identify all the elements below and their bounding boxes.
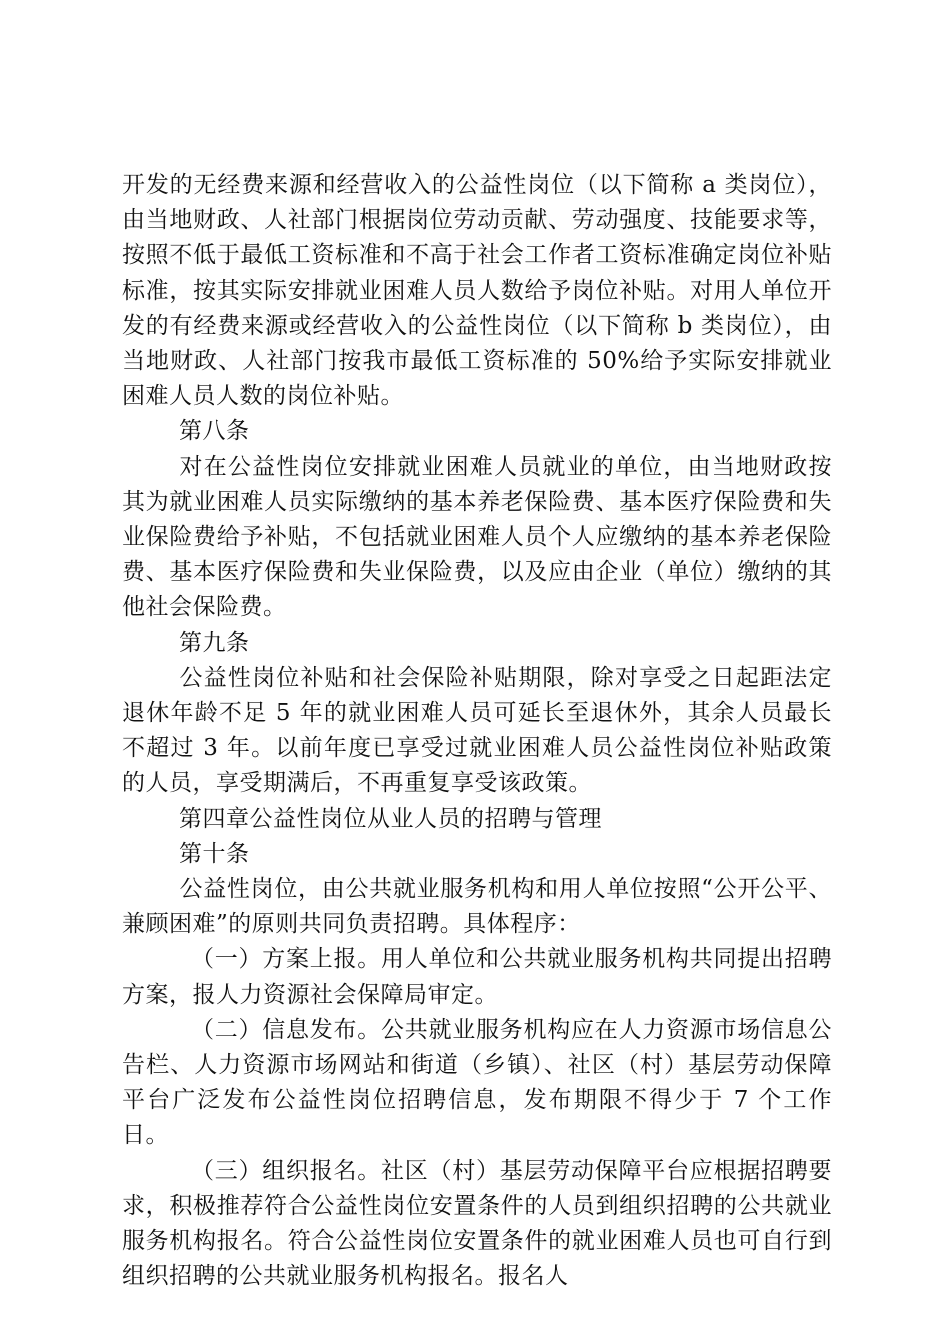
paragraph-subsidy-standards: 开发的无经费来源和经营收入的公益性岗位（以下简称 a 类岗位），由当地财政、人社部门根据岗位劳动贡献、劳动强度、技能要求等，按照不低于最低工资标准和不高于社会工作者工资标准确定岗位补贴标准，按其实际安排就业困难人员人数给予岗位补贴。对用人单位开发的有经费来源或经营收入的公益性岗位（以下简称 b 类岗位），由当地财政、人社部门按我市最低工资标准的 50%给予实际安排就业困难人员人数的岗位补贴。	[122, 172, 832, 410]
article-8-heading: 第八条	[179, 418, 250, 445]
article-9-heading: 第九条	[179, 629, 250, 656]
document-body	[122, 168, 832, 1295]
article-10-heading: 第十条	[179, 840, 250, 867]
paragraph-article-10: 公益性岗位，由公共就业服务机构和用人单位按照“公开公平、兼顾困难”的原则共同负责招聘。具体程序：	[122, 876, 832, 938]
paragraph-article-8: 对在公益性岗位安排就业困难人员就业的单位，由当地财政按其为就业困难人员实际缴纳的基本养老保险费、基本医疗保险费和失业保险费给予补贴，不包括就业困难人员个人应缴纳的基本养老保险费、基本医疗保险费和失业保险费，以及应由企业（单位）缴纳的其他社会保险费。	[122, 453, 832, 621]
paragraph-article-9: 公益性岗位补贴和社会保险补贴期限，除对享受之日起距法定退休年龄不足 5 年的就业困难人员可延长至退休外，其余人员最长不超过 3 年。以前年度已享受过就业困难人员公益性岗位补贴政策的人员，享受期满后，不再重复享受该政策。	[122, 664, 832, 797]
paragraph-step-3: （三）组织报名。社区（村）基层劳动保障平台应根据招聘要求，积极推荐符合公益性岗位安置条件的人员到组织招聘的公共就业服务机构报名。符合公益性岗位安置条件的就业困难人员也可自行到组织招聘的公共就业服务机构报名。报名人	[122, 1157, 832, 1290]
paragraph-step-1: （一）方案上报。用人单位和公共就业服务机构共同提出招聘方案，报人力资源社会保障局审定。	[122, 946, 832, 1008]
paragraph-step-2: （二）信息发布。公共就业服务机构应在人力资源市场信息公告栏、人力资源市场网站和街道（乡镇）、社区（村）基层劳动保障平台广泛发布公益性岗位招聘信息，发布期限不得少于 7 个工作日。	[122, 1016, 832, 1149]
chapter-4-heading: 第四章公益性岗位从业人员的招聘与管理	[179, 805, 602, 832]
